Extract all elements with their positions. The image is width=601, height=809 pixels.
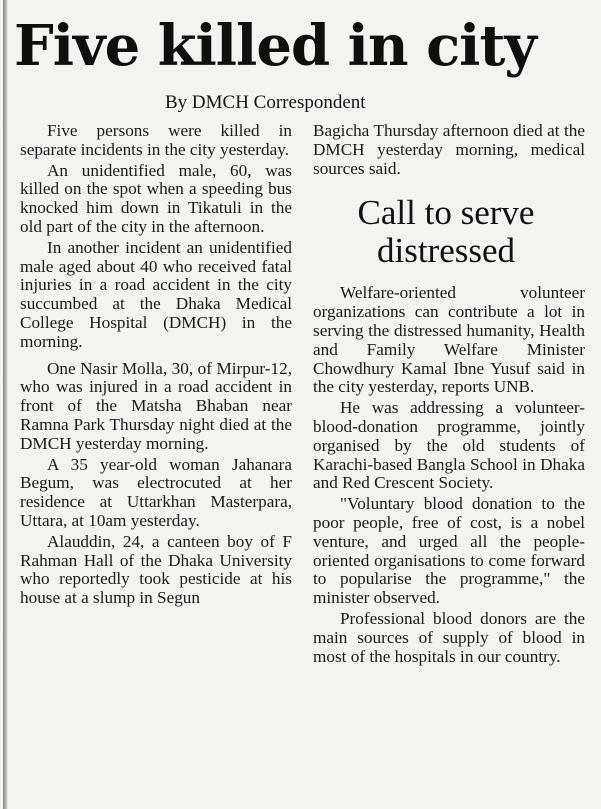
right-column — [313, 122, 585, 668]
second-article-headline: Call to serve distressed — [357, 193, 535, 271]
left-column — [20, 122, 292, 610]
second-article-paragraph: Professional blood donors are the main sources of supply of blood in most of the hospitals in our country. — [313, 608, 585, 666]
second-article-paragraph: "Voluntary blood donation to the poor people, free of cost, is a nobel venture, and urged all the people-oriented organisations to come forward to popularise the programme," the minister observed. — [313, 494, 585, 608]
article-paragraph: A 35 year-old woman Jahanara Begum, was electrocuted at her residence at Uttarkhan Masterpara, Uttara, at 10am yesterday. — [20, 454, 292, 530]
article-paragraph: Five persons were killed in separate incidents in the city yesterday. — [20, 121, 292, 159]
article-paragraph: An unidentified male, 60, was killed on the spot when a speeding bus knocked him down in Tikatuli in the old part of the city in the afternoon. — [20, 160, 292, 236]
byline: By DMCH Correspondent — [165, 92, 366, 113]
second-article-paragraph: He was addressing a volunteer-blood-donation programme, jointly organised by the old students of Karachi-based Bangla School in Dhaka and Red Crescent Society. — [313, 398, 585, 493]
article-continuation: Bagicha Thursday afternoon died at the DMCH yesterday morning, medical sources said. — [313, 121, 585, 178]
article-paragraph: Alauddin, 24, a canteen boy of F Rahman Hall of the Dhaka University who reportedly took pesticide at his house at a slump in Segun — [20, 531, 292, 608]
second-article-paragraph: Welfare-oriented volunteer organizations can contribute a lot in serving the distressed humanity, Health and Family Welfare Minister Chowdhury Kamal Ibne Yusuf said in the city yesterday, reports UNB. — [313, 283, 585, 397]
page-fold-shadow — [3, 0, 8, 809]
article-paragraph: One Nasir Molla, 30, of Mirpur-12, who was injured in a road accident in front of the Matsha Bhaban near Ramna Park Thursday night died at the DMCH yesterday morning. — [20, 358, 292, 453]
headline: Five killed in city — [14, 13, 536, 79]
article-paragraph: In another incident an unidentified male aged about 40 who received fatal injuries in a road accident in the city succumbed at the Dhaka Medical College Hospital (DMCH) in the morning. — [20, 237, 292, 351]
